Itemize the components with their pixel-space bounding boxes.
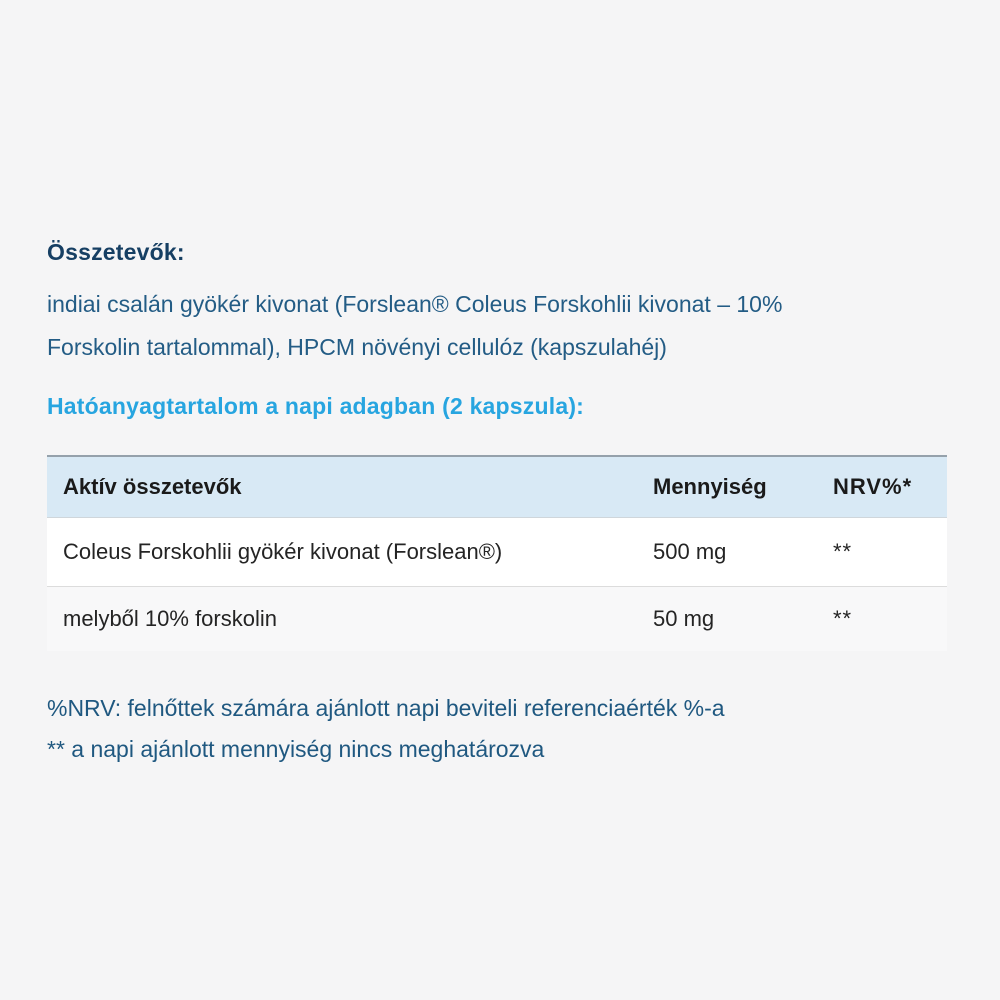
dosage-heading: Hatóanyagtartalom a napi adagban (2 kapszula): (47, 393, 585, 419)
row-2-nrv: ** (833, 606, 853, 631)
row-1-nrv: ** (833, 539, 853, 564)
row-1-amount: 500 mg (653, 539, 727, 564)
row-2-amount: 50 mg (653, 606, 715, 631)
ingredients-text-line-1: indiai csalán gyökér kivonat (Forslean® Coleus Forskohlii kivonat – 10% (47, 291, 783, 317)
table-row (47, 587, 947, 651)
footnote-double-asterisk: ** a napi ajánlott mennyiség nincs meghatározva (47, 736, 545, 762)
row-1-ingredient-name: Coleus Forskohlii gyökér kivonat (Forslean®) (63, 539, 503, 564)
table-row (47, 518, 947, 587)
column-header-nrv: NRV%* (833, 474, 913, 499)
footnote-nrv-definition: %NRV: felnőttek számára ajánlott napi beviteli referenciaérték %-a (47, 695, 725, 721)
ingredients-text (47, 283, 950, 369)
row-2-ingredient-name: melyből 10% forskolin (63, 606, 277, 631)
footnotes (47, 688, 950, 770)
ingredients-heading: Összetevők: (47, 239, 185, 265)
ingredients-text-line-2: Forskolin tartalommal), HPCM növényi cellulóz (kapszulahéj) (47, 334, 667, 360)
column-header-active-ingredients: Aktív összetevők (63, 474, 242, 499)
table-header-row (47, 457, 947, 518)
active-ingredients-table (47, 455, 947, 651)
column-header-amount: Mennyiség (653, 474, 767, 499)
